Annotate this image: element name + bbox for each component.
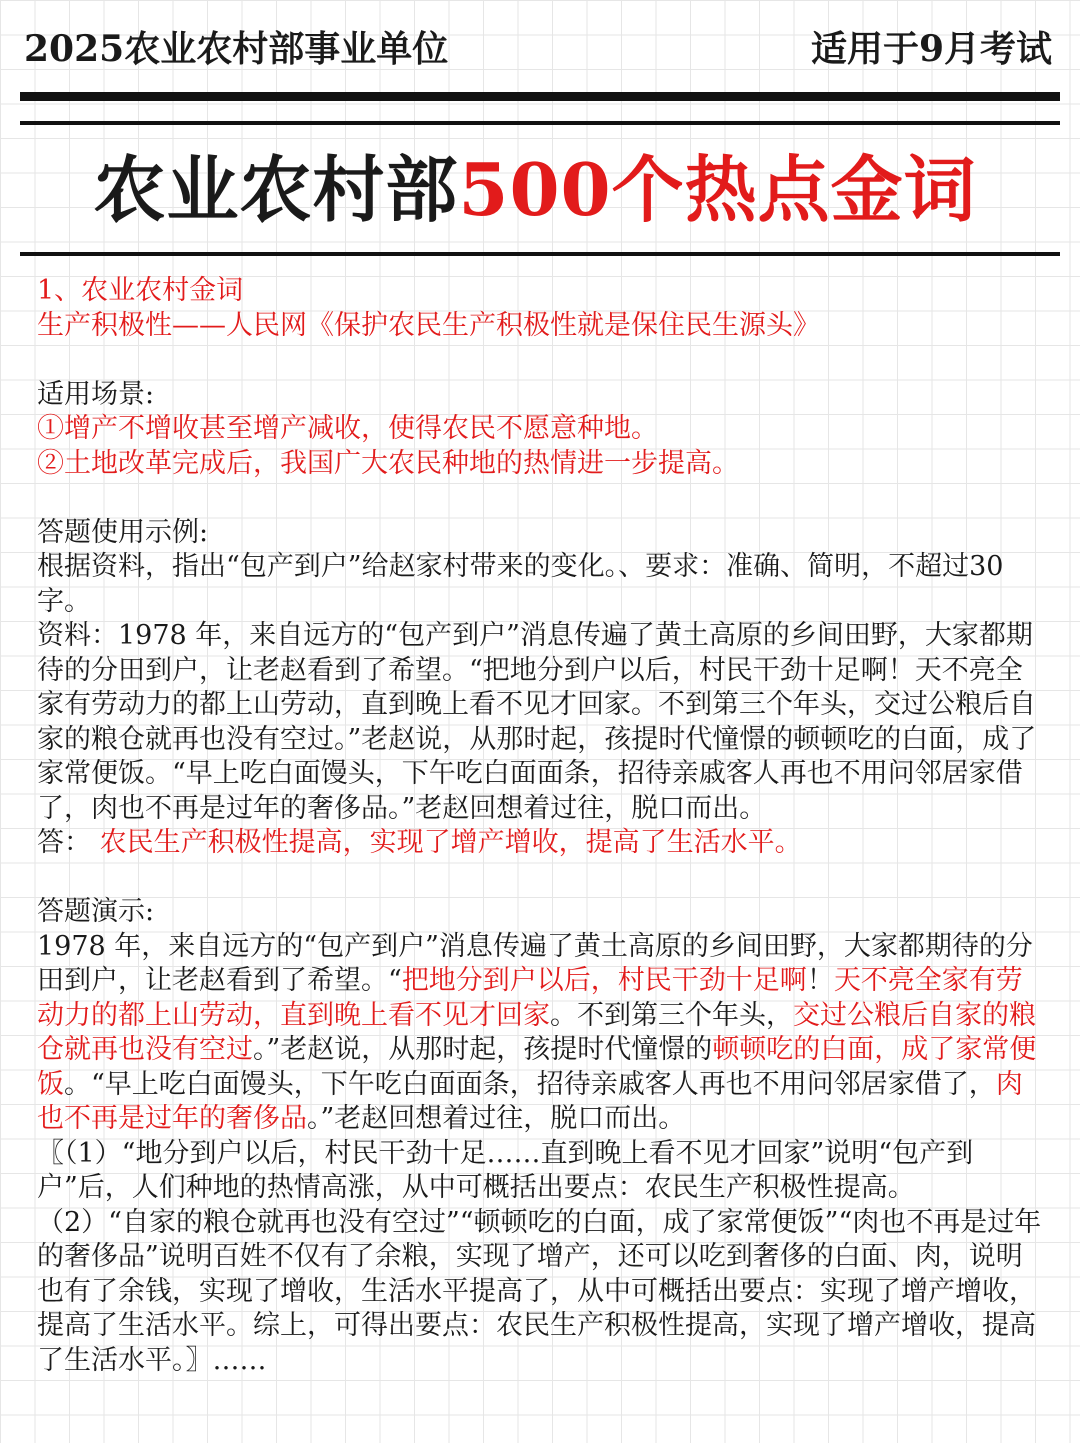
- demo-text-1: 1978 年，来自远方的“包产到户”消息传遍了黄土高原的乡间田野，大家都期待的分田到户，让老赵看到了希望。“: [37, 930, 1033, 996]
- scenes-label: 适用场景:: [37, 378, 155, 410]
- answer-text: 农民生产积极性提高，实现了增产增收，提高了生活水平。: [99, 827, 802, 858]
- header-left-text: 2025农业农村部事业单位: [24, 28, 449, 70]
- demo-analysis-1: 〖（1）“地分到户以后，村民干劲十足……直到晚上看不见才回家”说明“包产到户”后，人们种地的热情高涨，从中可概括出要点：农民生产积极性提高。: [37, 1137, 974, 1203]
- demo-highlight-3: 交过公粮后自家的粮仓就再也没有空过: [37, 999, 1036, 1065]
- demo-text-5: 。“早上吃白面馒头，下午吃白面面条，招待亲戚客人再也不用问邻居家借了，: [64, 1068, 996, 1100]
- header-right-text: 适用于9月考试: [810, 28, 1052, 70]
- page-title-red: 500个热点金词: [458, 147, 977, 232]
- page-title: [0, 140, 1070, 240]
- demo-text-2: ！: [806, 965, 834, 996]
- example-material: 资料：1978 年，来自远方的“包产到户”消息传遍了黄土高原的乡间田野，大家都期待的分田到户，让老赵看到了希望。“把地分到户以后，村民干劲十足啊！天不亮全家有劳动力的都上山劳动，直到晚上看不见才回家。不到第三个年头，交过公粮后自家的粮仓就再也没有空过。”老赵说，从那时起，孩提时代憧憬的顿顿吃的白面，成了家常便饭。“早上吃白面馒头，下午吃白面面条，招待亲戚客人再也不用问邻居家借了，肉也不再是过年的奢侈品。”老赵回想着过往，脱口而出。: [37, 620, 1037, 824]
- spacer: [37, 343, 1049, 378]
- demo-text-4: 。”老赵说，从那时起，孩提时代憧憬的: [253, 1034, 713, 1065]
- demo-highlight-4: 顿顿吃的白面，成了家常便饭: [37, 1034, 1037, 1100]
- example-question: 根据资料，指出“包产到户”给赵家村带来的变化。、要求：准确、简明，不超过30字。: [37, 551, 1004, 617]
- spacer: [37, 861, 1049, 896]
- section-heading: 1、农业农村金词: [37, 275, 244, 306]
- top-thick-rule: [20, 92, 1060, 101]
- answer-label: 答：: [37, 827, 91, 858]
- title-bottom-rule: [20, 252, 1060, 256]
- demo-material: [37, 930, 1049, 1137]
- demo-highlight-1: 把地分到户以后，村民干劲十足啊: [401, 965, 807, 996]
- demo-text-3: 。不到第三个年头，: [550, 999, 793, 1031]
- top-thin-rule: [20, 121, 1060, 125]
- demo-label: 答题演示:: [37, 896, 155, 927]
- demo-text-6: 。”老赵回想着过往，脱口而出。: [307, 1103, 686, 1134]
- spacer: [37, 481, 1049, 516]
- demo-analysis-2: （2）“自家的粮仓就再也没有空过”“顿顿吃的白面，成了家常便饭”“肉也不再是过年的奢侈品”说明百姓不仅有了余粮，实现了增产，还可以吃到奢侈的白面、肉，说明也有了余钱，实现了增收，生活水平提高了，从中可概括出要点：实现了增产增收，提高了生活水平。综上，可得出要点：农民生产积极性提高，实现了增产增收，提高了生活水平。〗……: [37, 1206, 1042, 1376]
- page-title-black: 农业农村部: [93, 147, 459, 232]
- example-answer: [37, 826, 1049, 861]
- section-source: 生产积极性——人民网《保护农民生产积极性就是保住民生源头》: [37, 309, 820, 341]
- example-label: 答题使用示例:: [37, 516, 209, 548]
- scene-item-2: ②土地改革完成后，我国广大农民种地的热情进一步提高。: [37, 447, 739, 479]
- demo-highlight-2: 天不亮全家有劳动力的都上山劳动，直到晚上看不见才回家: [37, 965, 1023, 1031]
- demo-highlight-5: 肉也不再是过年的奢侈品: [37, 1068, 1023, 1134]
- article-body: [37, 274, 1049, 1378]
- scene-item-1: ①增产不增收甚至增产减收，使得农民不愿意种地。: [37, 413, 658, 444]
